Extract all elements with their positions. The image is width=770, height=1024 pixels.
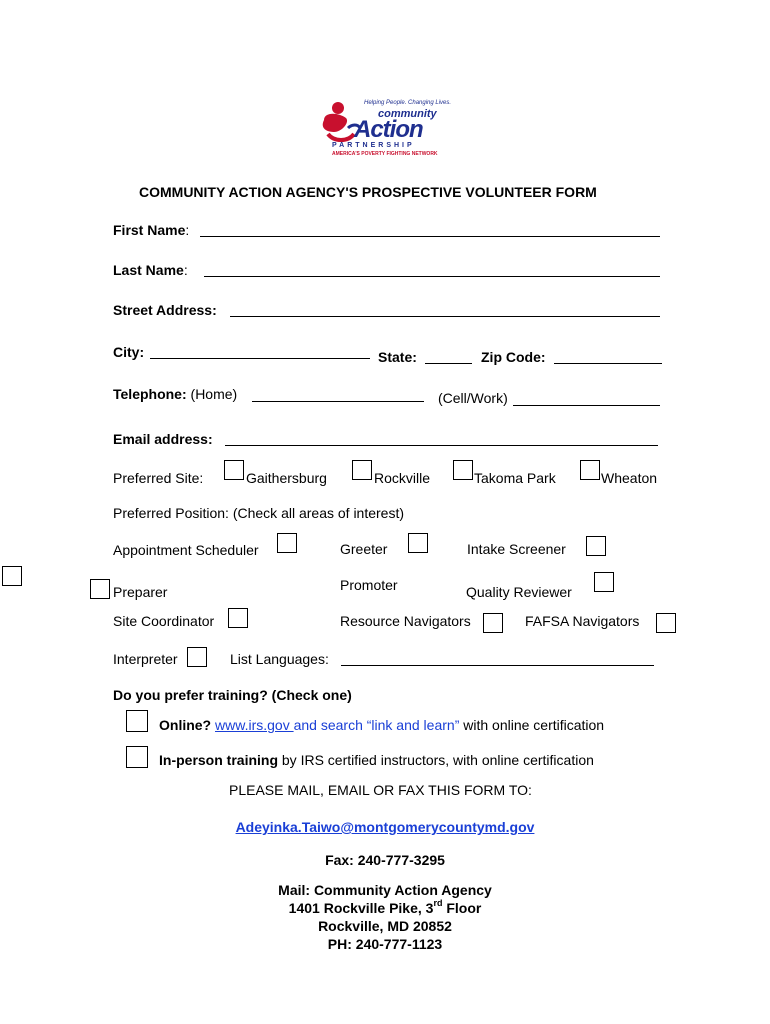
stray-checkbox[interactable]: [2, 566, 22, 586]
site-takoma-park-checkbox[interactable]: [453, 460, 473, 480]
position-site-coordinator-checkbox[interactable]: [228, 608, 248, 628]
zip-code-label: Zip Code:: [481, 349, 546, 365]
training-online-label: Online?: [159, 717, 212, 733]
position-promoter-label: Promoter: [340, 577, 398, 593]
form-title: COMMUNITY ACTION AGENCY'S PROSPECTIVE VOLUNTEER FORM: [139, 184, 597, 200]
site-wheaton-label: Wheaton: [601, 470, 658, 486]
first-name-colon: :: [185, 222, 190, 238]
city-label: City:: [113, 344, 145, 360]
position-greeter-label: Greeter: [340, 541, 388, 557]
cell-work-label: (Cell/Work): [438, 390, 508, 406]
position-fafsa-navigators-checkbox[interactable]: [656, 613, 676, 633]
last-name-label: Last Name: [113, 262, 184, 278]
position-quality-reviewer-checkbox[interactable]: [594, 572, 614, 592]
position-interpreter-label: Interpreter: [113, 651, 178, 667]
preferred-site-label: Preferred Site:: [113, 470, 204, 486]
zip-code-field[interactable]: [554, 363, 662, 364]
training-online-checkbox[interactable]: [126, 710, 148, 732]
position-preparer-checkbox[interactable]: [90, 579, 110, 599]
last-name-colon: :: [183, 262, 188, 278]
position-preparer-label: Preparer: [113, 584, 168, 600]
training-inperson-label: In-person training: [159, 752, 278, 768]
first-name-label: First Name: [113, 222, 186, 238]
site-rockville-label: Rockville: [374, 470, 431, 486]
mail-instruction: PLEASE MAIL, EMAIL OR FAX THIS FORM TO:: [229, 782, 532, 798]
mail-line-2: [0, 900, 770, 916]
last-name-label-row: [113, 262, 188, 278]
position-interpreter-checkbox[interactable]: [187, 647, 207, 667]
training-inperson-rest: by IRS certified instructors, with online certification: [278, 752, 594, 768]
contact-phone: PH: 240-777-1123: [327, 936, 443, 952]
last-name-field[interactable]: [204, 276, 660, 277]
preferred-position-label: Preferred Position: (Check all areas of interest): [113, 505, 405, 521]
mail-line-2-floor: Floor: [442, 900, 482, 916]
first-name-label-row: [113, 222, 189, 238]
first-name-field[interactable]: [200, 236, 660, 237]
telephone-row: [113, 386, 237, 402]
position-appointment-scheduler-checkbox[interactable]: [277, 533, 297, 553]
position-resource-navigators-checkbox[interactable]: [483, 613, 503, 633]
position-resource-navigators-label: Resource Navigators: [340, 613, 471, 629]
position-intake-screener-label: Intake Screener: [467, 541, 566, 557]
state-label: State:: [378, 349, 417, 365]
mail-line-2-street: 1401 Rockville Pike, 3: [288, 900, 434, 916]
mail-line-1: Mail: Community Action Agency: [278, 882, 492, 898]
position-quality-reviewer-label: Quality Reviewer: [466, 584, 572, 600]
training-inperson-row: [159, 752, 594, 768]
irs-gov-link[interactable]: www.irs.gov: [215, 717, 294, 733]
street-address-field[interactable]: [230, 316, 660, 317]
logo-subline: AMERICA'S POVERTY FIGHTING NETWORK: [332, 151, 438, 157]
training-inperson-checkbox[interactable]: [126, 746, 148, 768]
email-address-label: Email address:: [113, 431, 213, 447]
mail-line-2-sup: rd: [433, 898, 443, 908]
contact-fax: Fax: 240-777-3295: [325, 852, 445, 868]
position-intake-screener-checkbox[interactable]: [586, 536, 606, 556]
training-online-rest: with online certification: [459, 717, 605, 733]
list-languages-field[interactable]: [341, 665, 654, 666]
training-online-row: [159, 717, 604, 733]
email-address-field[interactable]: [225, 445, 658, 446]
site-wheaton-checkbox[interactable]: [580, 460, 600, 480]
mail-line-3: Rockville, MD 20852: [318, 918, 452, 934]
logo-word-partnership: PARTNERSHIP: [332, 142, 415, 149]
city-field[interactable]: [150, 358, 370, 359]
home-phone-field[interactable]: [252, 401, 424, 402]
position-site-coordinator-label: Site Coordinator: [113, 613, 215, 629]
link-and-learn-text: and search “link and learn”: [293, 717, 460, 733]
list-languages-label: List Languages:: [230, 651, 329, 667]
site-takoma-park-label: Takoma Park: [474, 470, 556, 486]
position-appointment-scheduler-label: Appointment Scheduler: [113, 542, 259, 558]
position-greeter-checkbox[interactable]: [408, 533, 428, 553]
logo-word-community: community: [378, 108, 437, 120]
contact-email-link[interactable]: Adeyinka.Taiwo@montgomerycountymd.gov: [235, 819, 535, 835]
contact-email-row: [0, 819, 770, 835]
telephone-label: Telephone:: [113, 386, 187, 402]
logo-tagline: Helping People. Changing Lives.: [364, 100, 452, 106]
site-gaithersburg-label: Gaithersburg: [246, 470, 327, 486]
site-rockville-checkbox[interactable]: [352, 460, 372, 480]
cell-phone-field[interactable]: [513, 405, 660, 406]
community-action-logo: [318, 98, 458, 160]
state-field[interactable]: [425, 363, 472, 364]
street-address-label: Street Address:: [113, 302, 217, 318]
logo-word-action: Action: [354, 116, 423, 143]
position-fafsa-navigators-label: FAFSA Navigators: [525, 613, 640, 629]
home-label: (Home): [190, 386, 238, 402]
training-question: Do you prefer training? (Check one): [113, 687, 352, 703]
site-gaithersburg-checkbox[interactable]: [224, 460, 244, 480]
